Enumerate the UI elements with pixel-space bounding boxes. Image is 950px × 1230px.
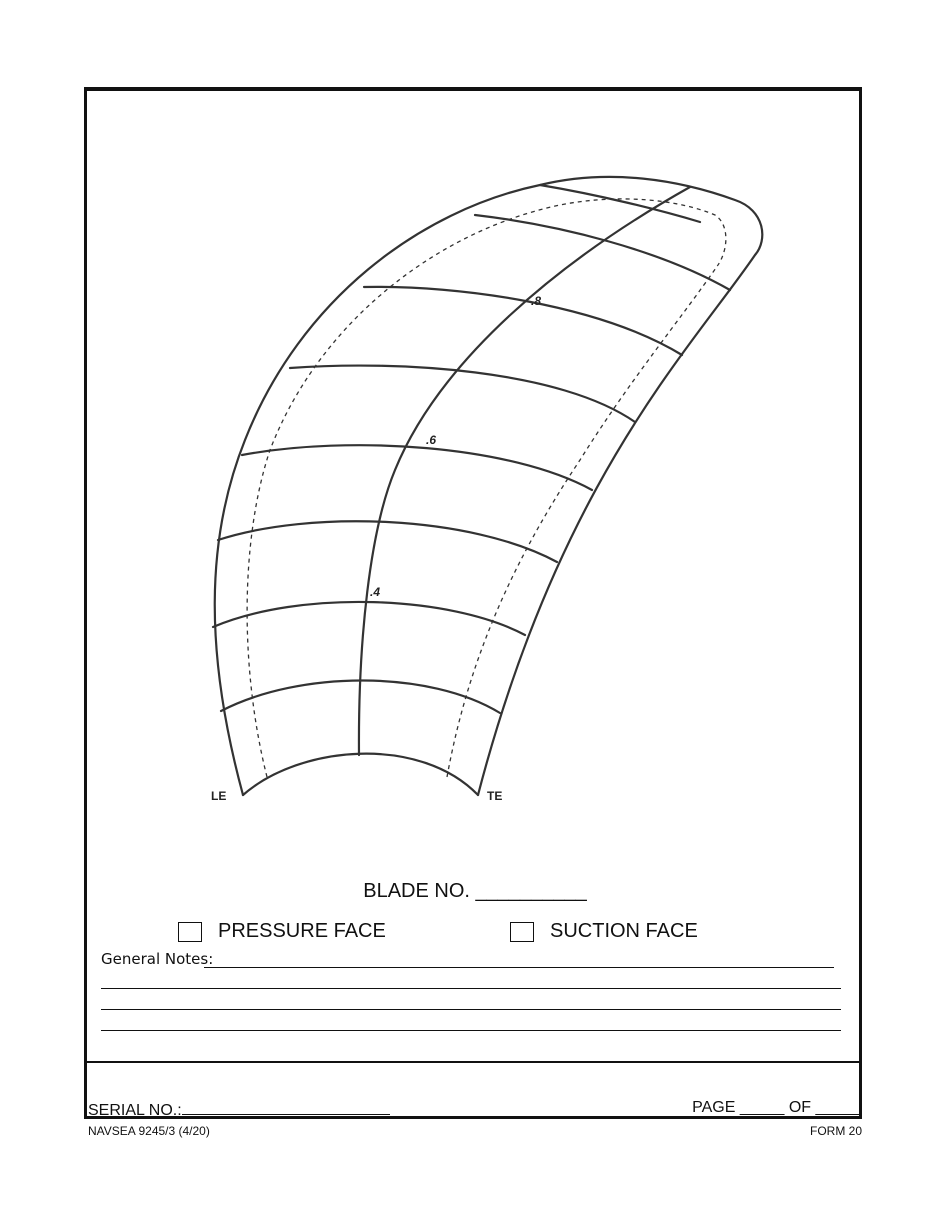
page-of-field[interactable]: [692, 1099, 860, 1117]
radius-label-08: .8: [531, 294, 542, 308]
blade-leading-edge: [215, 177, 763, 795]
leading-edge-label: LE: [211, 789, 227, 803]
trailing-edge-label: TE: [487, 789, 503, 803]
form-number: FORM 20: [809, 1124, 862, 1138]
pressure-face-option[interactable]: [178, 920, 386, 943]
blade-number-blank[interactable]: __________: [475, 880, 587, 902]
blade-dashed-line-te: [447, 265, 718, 777]
blade-dashed-line-le: [247, 199, 726, 777]
blade-number-field[interactable]: [0, 880, 950, 903]
suction-face-label: SUCTION FACE: [550, 920, 698, 942]
of-label: OF: [788, 1099, 812, 1116]
blade-section-line: [290, 366, 635, 422]
blade-section-line: [364, 287, 682, 355]
blade-section-line: [475, 215, 730, 290]
blade-number-label: BLADE NO.: [363, 880, 470, 902]
serial-number-blank[interactable]: [182, 1099, 390, 1115]
blade-section-line: [218, 521, 557, 562]
radius-label-04: .4: [370, 585, 381, 599]
general-notes-label: General Notes:: [101, 950, 214, 968]
blade-root-arc: [243, 754, 478, 795]
serial-number-field[interactable]: [88, 1099, 390, 1120]
page-number-blank[interactable]: _____: [739, 1099, 785, 1116]
general-notes-line[interactable]: [101, 1009, 841, 1010]
radius-label-06: .6: [426, 433, 437, 447]
suction-face-option[interactable]: [510, 920, 698, 943]
page-label: PAGE: [692, 1099, 736, 1116]
page-total-blank[interactable]: _____: [815, 1099, 860, 1116]
serial-number-label: SERIAL NO.:: [88, 1102, 182, 1119]
blade-section-line: [213, 602, 525, 635]
general-notes-line[interactable]: [204, 967, 834, 968]
general-notes-line[interactable]: [101, 1030, 841, 1031]
blade-section-line: [242, 445, 592, 490]
suction-face-checkbox[interactable]: [510, 922, 534, 942]
pressure-face-label: PRESSURE FACE: [218, 920, 386, 942]
blade-mid-chord-line: [359, 187, 690, 755]
form-code: NAVSEA 9245/3 (4/20): [88, 1124, 210, 1138]
pressure-face-checkbox[interactable]: [178, 922, 202, 942]
footer-divider: [84, 1061, 862, 1063]
general-notes-line[interactable]: [101, 988, 841, 989]
